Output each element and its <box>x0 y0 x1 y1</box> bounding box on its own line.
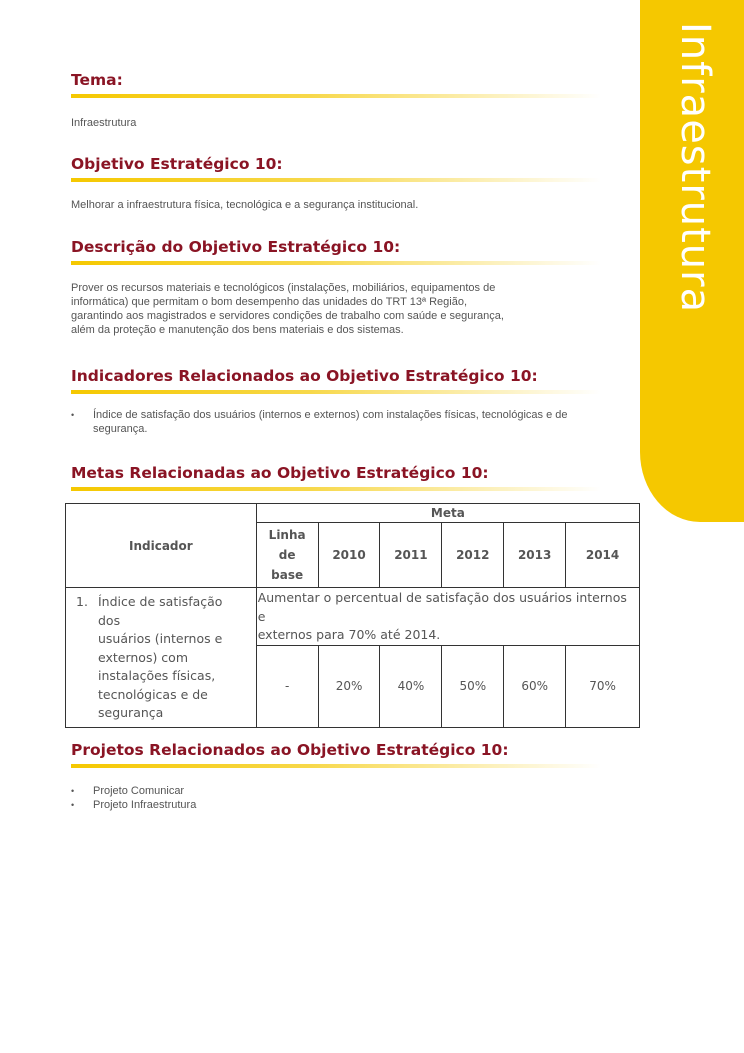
objetivo-text: Melhorar a infraestrutura física, tecnológica e a segurança institucional. <box>71 199 419 211</box>
indicator-line: Índice de satisfação dos <box>98 594 223 628</box>
list-item <box>71 408 641 436</box>
indicator-line: externos) com <box>98 649 189 665</box>
tema-text: Infraestrutura <box>71 117 137 129</box>
descricao-heading: Descrição do Objetivo Estratégico 10: <box>71 238 401 256</box>
goal-cell <box>256 588 639 646</box>
meta-header: Meta <box>256 504 639 523</box>
heading-rule <box>71 94 601 98</box>
projetos-list <box>71 784 601 812</box>
tema-heading: Tema: <box>71 71 123 89</box>
indicator-line: segurança <box>98 705 164 720</box>
indicator-text <box>98 593 248 723</box>
baseline-header <box>256 523 318 588</box>
list-item <box>71 784 601 798</box>
section-metas <box>71 463 601 491</box>
year-header: 2010 <box>318 523 380 588</box>
goal-line: externos para 70% até 2014. <box>257 627 441 642</box>
section-objetivo <box>71 154 601 212</box>
descricao-line: informática) que permitam o bom desempenho das unidades do TRT 13ª Região, <box>71 296 468 308</box>
descricao-line: além da proteção e manutenção dos bens materiais e dos sistemas. <box>71 324 404 336</box>
year-header: 2013 <box>504 523 566 588</box>
indicador-header: Indicador <box>66 504 257 588</box>
indicator-number: 1. <box>76 594 88 609</box>
metas-heading: Metas Relacionadas ao Objetivo Estratégico 10: <box>71 464 489 482</box>
indicator-line: instalações físicas, <box>98 668 216 683</box>
meta-value: 60% <box>504 645 566 727</box>
bullet-icon: • <box>71 410 75 420</box>
section-projetos <box>71 740 601 812</box>
meta-value: 70% <box>566 645 640 727</box>
year-header: 2012 <box>442 523 504 588</box>
baseline-header-line: base <box>271 568 304 583</box>
meta-value: 50% <box>442 645 504 727</box>
metas-table <box>65 503 640 728</box>
indicator-cell <box>66 588 257 728</box>
projetos-heading: Projetos Relacionados ao Objetivo Estratégico 10: <box>71 741 509 759</box>
descricao-body <box>71 281 601 337</box>
baseline-header-line: de <box>278 548 296 563</box>
list-item <box>71 798 601 812</box>
descricao-line: garantindo aos magistrados e servidores condições de trabalho com saúde e segurança, <box>71 310 504 322</box>
meta-value: 40% <box>380 645 442 727</box>
projeto-label: Projeto Comunicar <box>93 785 185 797</box>
indicator-line: usuários (internos e <box>98 631 223 646</box>
indicator-item <box>66 588 256 725</box>
side-tab-label: Infraestrutura <box>672 22 718 314</box>
descricao-line: Prover os recursos materiais e tecnológicos (instalações, mobiliários, equipamentos de <box>71 282 496 294</box>
baseline-header-line: Linha <box>268 528 306 543</box>
section-descricao <box>71 237 601 337</box>
indicator-line: tecnológicas e de <box>98 686 208 702</box>
indicadores-heading: Indicadores Relacionados ao Objetivo Estratégico 10: <box>71 367 538 385</box>
objetivo-heading: Objetivo Estratégico 10: <box>71 155 283 173</box>
meta-value: 20% <box>318 645 380 727</box>
section-indicadores <box>71 366 641 436</box>
bullet-icon: • <box>71 800 75 810</box>
projeto-label: Projeto Infraestrutura <box>93 799 197 811</box>
heading-rule <box>71 390 601 394</box>
year-header: 2011 <box>380 523 442 588</box>
indicadores-list <box>71 408 641 436</box>
goal-line: Aumentar o percentual de satisfação dos usuários internos e <box>257 590 627 624</box>
indicador-line1: Índice de satisfação dos usuários (internos e externos) com instalações físicas, tecnológicas e de <box>93 409 568 421</box>
bullet-icon: • <box>71 786 75 796</box>
baseline-value: - <box>256 645 318 727</box>
heading-rule <box>71 178 601 182</box>
heading-rule <box>71 261 601 265</box>
heading-rule <box>71 764 601 768</box>
heading-rule <box>71 487 601 491</box>
indicador-line2: segurança. <box>93 423 148 435</box>
section-tema <box>71 70 601 130</box>
year-header: 2014 <box>566 523 640 588</box>
